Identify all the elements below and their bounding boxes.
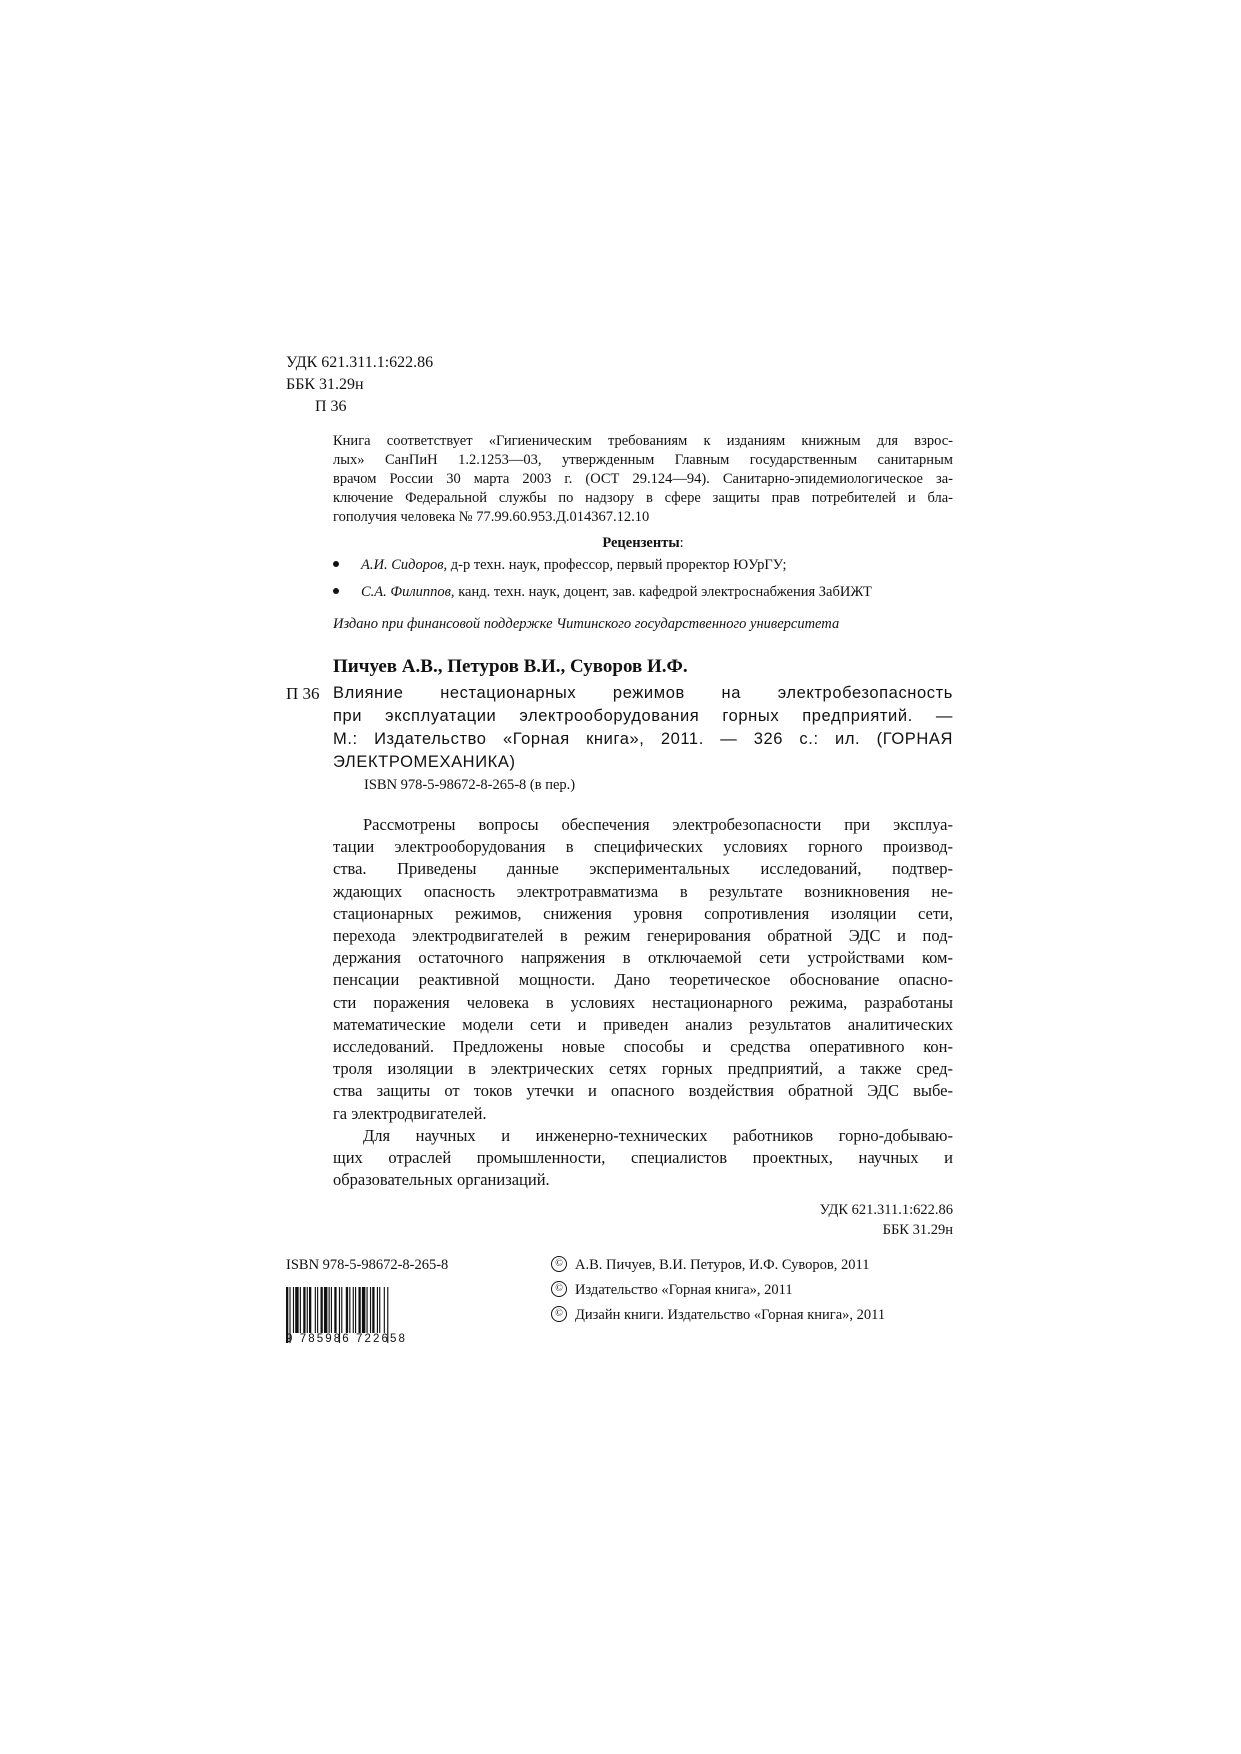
bib-line: Влияние нестационарных режимов на электробезопасность <box>333 684 953 702</box>
catalog-isbn: ISBN 978-5-98672-8-265-8 (в пер.) <box>364 777 576 793</box>
note-line: лых» СанПиН 1.2.1253—03, утвержденным Главным государственным санитарным <box>333 452 953 468</box>
barcode-bar <box>377 1287 378 1333</box>
note-line: Книга соответствует «Гигиеническим требованиям к изданиям книжным для взрос- <box>333 433 953 449</box>
barcode-bar <box>300 1287 301 1333</box>
barcode-bar <box>331 1287 332 1333</box>
note-line: врачом России 30 марта 2003 г. (ОСТ 29.124—94). Санитарно-эпидемиологическое за- <box>333 471 953 487</box>
reviewer-name: С.А. Филиппов, <box>361 584 455 600</box>
authors: Пичуев А.В., Петуров В.И., Суворов И.Ф. <box>333 656 688 677</box>
abstract <box>333 814 953 1191</box>
copyright-icon: © <box>551 1281 567 1297</box>
reviewers-heading: Рецензенты: <box>602 535 684 551</box>
sanitary-note <box>333 432 953 527</box>
abstract-line: щих отраслей промышленности, специалистов проектных, научных и <box>333 1148 953 1168</box>
barcode-bar <box>346 1287 348 1333</box>
abstract-line: исследований. Предложены новые способы и средства оперативного кон- <box>333 1037 953 1057</box>
bullet-icon <box>333 588 339 594</box>
copyright-line: © Дизайн книги. Издательство «Горная книга», 2011 <box>551 1305 885 1325</box>
bbk-code-right: ББК 31.29н <box>882 1222 953 1238</box>
barcode-bar <box>379 1287 380 1333</box>
barcode-bar <box>315 1287 316 1333</box>
barcode-bar <box>349 1287 350 1333</box>
abstract-line: Рассмотрены вопросы обеспечения электробезопасности при эксплуа- <box>363 815 953 834</box>
barcode-bar <box>358 1287 360 1333</box>
abstract-line: ства защиты от токов утечки и опасного воздействия обратной ЭДС выбе- <box>333 1081 953 1101</box>
abstract-line: троля изоляции в электрических сетях горных предприятий, а также сред- <box>333 1059 953 1079</box>
barcode-bar <box>303 1287 305 1333</box>
barcode-bar <box>329 1287 330 1333</box>
abstract-line: ства. Приведены данные экспериментальных исследований, подтвер- <box>333 859 953 879</box>
reviewer-name: А.И. Сидоров, <box>361 557 448 573</box>
abstract-line: сти поражения человека в условиях нестационарного режима, разработаны <box>333 992 953 1012</box>
barcode-bar <box>309 1287 311 1333</box>
abstract-line: держания остаточного напряжения в отключаемой сети устройствами ком- <box>333 948 953 968</box>
copyright-line: © Издательство «Горная книга», 2011 <box>551 1280 793 1300</box>
barcode-bar <box>372 1287 374 1333</box>
reviewer-details: канд. техн. наук, доцент, зав. кафедрой электроснабжения ЗабИЖТ <box>454 584 872 600</box>
barcode-bar <box>384 1287 385 1333</box>
barcode-bar <box>321 1287 323 1333</box>
abstract-line: ждающих опасность электротравматизма в результате возникновения не- <box>333 881 953 901</box>
funding-note: Издано при финансовой поддержке Читинского государственного университета <box>333 616 840 632</box>
catalog-code: П 36 <box>286 684 320 703</box>
author-mark: П 36 <box>315 398 347 415</box>
barcode-bar <box>324 1287 327 1333</box>
barcode-bar <box>341 1287 342 1333</box>
note-line: гополучия человека № 77.99.60.953.Д.014367.12.10 <box>333 509 650 525</box>
barcode-bar <box>334 1287 336 1333</box>
barcode-bar <box>362 1287 365 1333</box>
barcode-digits: 9 785986 722658 <box>286 1333 408 1345</box>
footer-isbn: ISBN 978-5-98672-8-265-8 <box>286 1257 449 1273</box>
barcode-bar <box>353 1287 354 1333</box>
abstract-line: тации электрооборудования в специфических условиях горного производ- <box>333 837 953 857</box>
abstract-line: математические модели сети и приведен анализ результатов аналитических <box>333 1014 953 1034</box>
bbk-code: ББК 31.29н <box>286 376 364 393</box>
bibliographic-description <box>333 682 953 774</box>
reviewer-details: д-р техн. наук, профессор, первый проректор ЮУрГУ; <box>447 557 787 573</box>
barcode-bar <box>293 1287 294 1333</box>
abstract-line: образовательных организаций. <box>333 1170 550 1190</box>
bib-line: при эксплуатации электрооборудования горных предприятий. — <box>333 707 953 725</box>
abstract-line: Для научных и инженерно-технических работников горно-добываю- <box>363 1125 953 1145</box>
bullet-icon <box>333 561 339 567</box>
barcode-bar <box>355 1287 356 1333</box>
udk-code-right: УДК 621.311.1:622.86 <box>819 1202 953 1218</box>
barcode-bar <box>370 1287 371 1333</box>
bib-line: М.: Издательство «Горная книга», 2011. — 326 с.: ил. (ГОРНАЯ <box>333 730 953 748</box>
udk-code: УДК 621.311.1:622.86 <box>286 354 434 371</box>
note-line: ключение Федеральной службы по надзору в сфере защиты прав потребителей и бла- <box>333 490 953 506</box>
reviewer-item <box>333 555 787 575</box>
barcode-bar <box>295 1287 298 1333</box>
abstract-line: стационарных режимов, снижения уровня сопротивления изоляции сети, <box>333 903 953 923</box>
barcode-bar <box>367 1287 368 1333</box>
abstract-line: пенсации реактивной мощности. Дано теоретическое обоснование опасно- <box>333 970 953 990</box>
copyright-line: © А.В. Пичуев, В.И. Петуров, И.Ф. Суворов, 2011 <box>551 1255 869 1275</box>
copyright-icon: © <box>551 1306 567 1322</box>
copyright-icon: © <box>551 1256 567 1272</box>
barcode-bar <box>307 1287 308 1333</box>
barcode-bar <box>317 1287 318 1333</box>
abstract-line: га электродвигателей. <box>333 1103 487 1123</box>
abstract-line: перехода электродвигателей в режим генерирования обратной ЭДС и под- <box>333 926 953 946</box>
bib-line: ЭЛЕКТРОМЕХАНИКА) <box>333 753 516 771</box>
reviewer-item <box>333 582 872 602</box>
